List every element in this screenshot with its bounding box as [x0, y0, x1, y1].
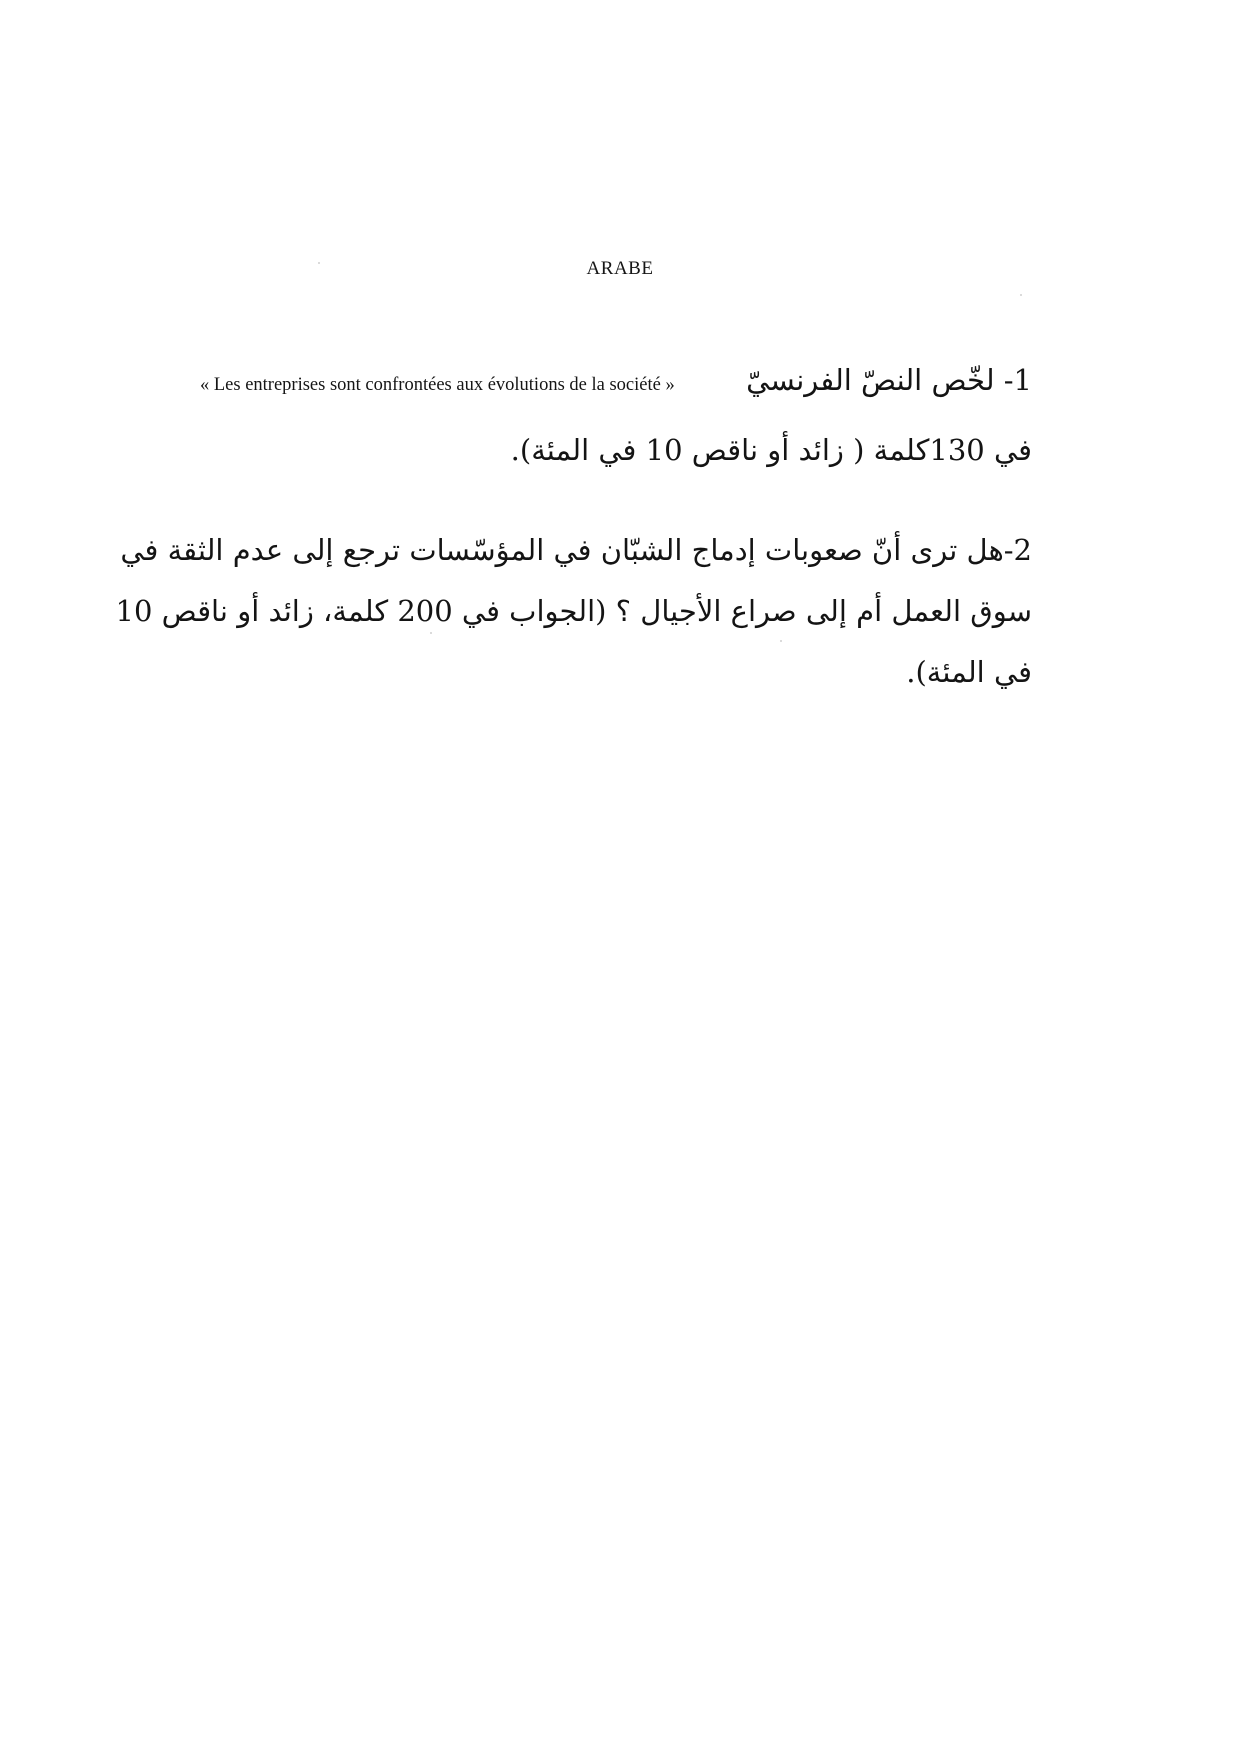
question-2	[115, 520, 1032, 703]
scan-speck	[430, 632, 432, 634]
question-2-line-3: في المئة).	[906, 655, 1032, 689]
question-1-line-2: في 130كلمة ( زائد أو ناقص 10 في المئة).	[510, 433, 1032, 467]
french-text-title: « Les entreprises sont confrontées aux évolutions de la société »	[200, 375, 675, 395]
question-1	[200, 348, 1032, 483]
question-1-line-1	[200, 348, 1032, 418]
question-1-prefix: 1- لخّص النصّ الفرنسيّ	[746, 363, 1032, 397]
scan-speck	[318, 262, 320, 264]
scan-speck	[780, 640, 782, 642]
question-2-line-2: سوق العمل أم إلى صراع الأجيال ؟ (الجواب في 200 كلمة، زائد أو ناقص 10	[115, 594, 1032, 628]
question-2-line-1: 2-هل ترى أنّ صعوبات إدماج الشبّان في المؤسّسات ترجع إلى عدم الثقة في	[120, 533, 1032, 567]
scan-speck	[1020, 294, 1022, 296]
page-title: ARABE	[586, 258, 654, 279]
